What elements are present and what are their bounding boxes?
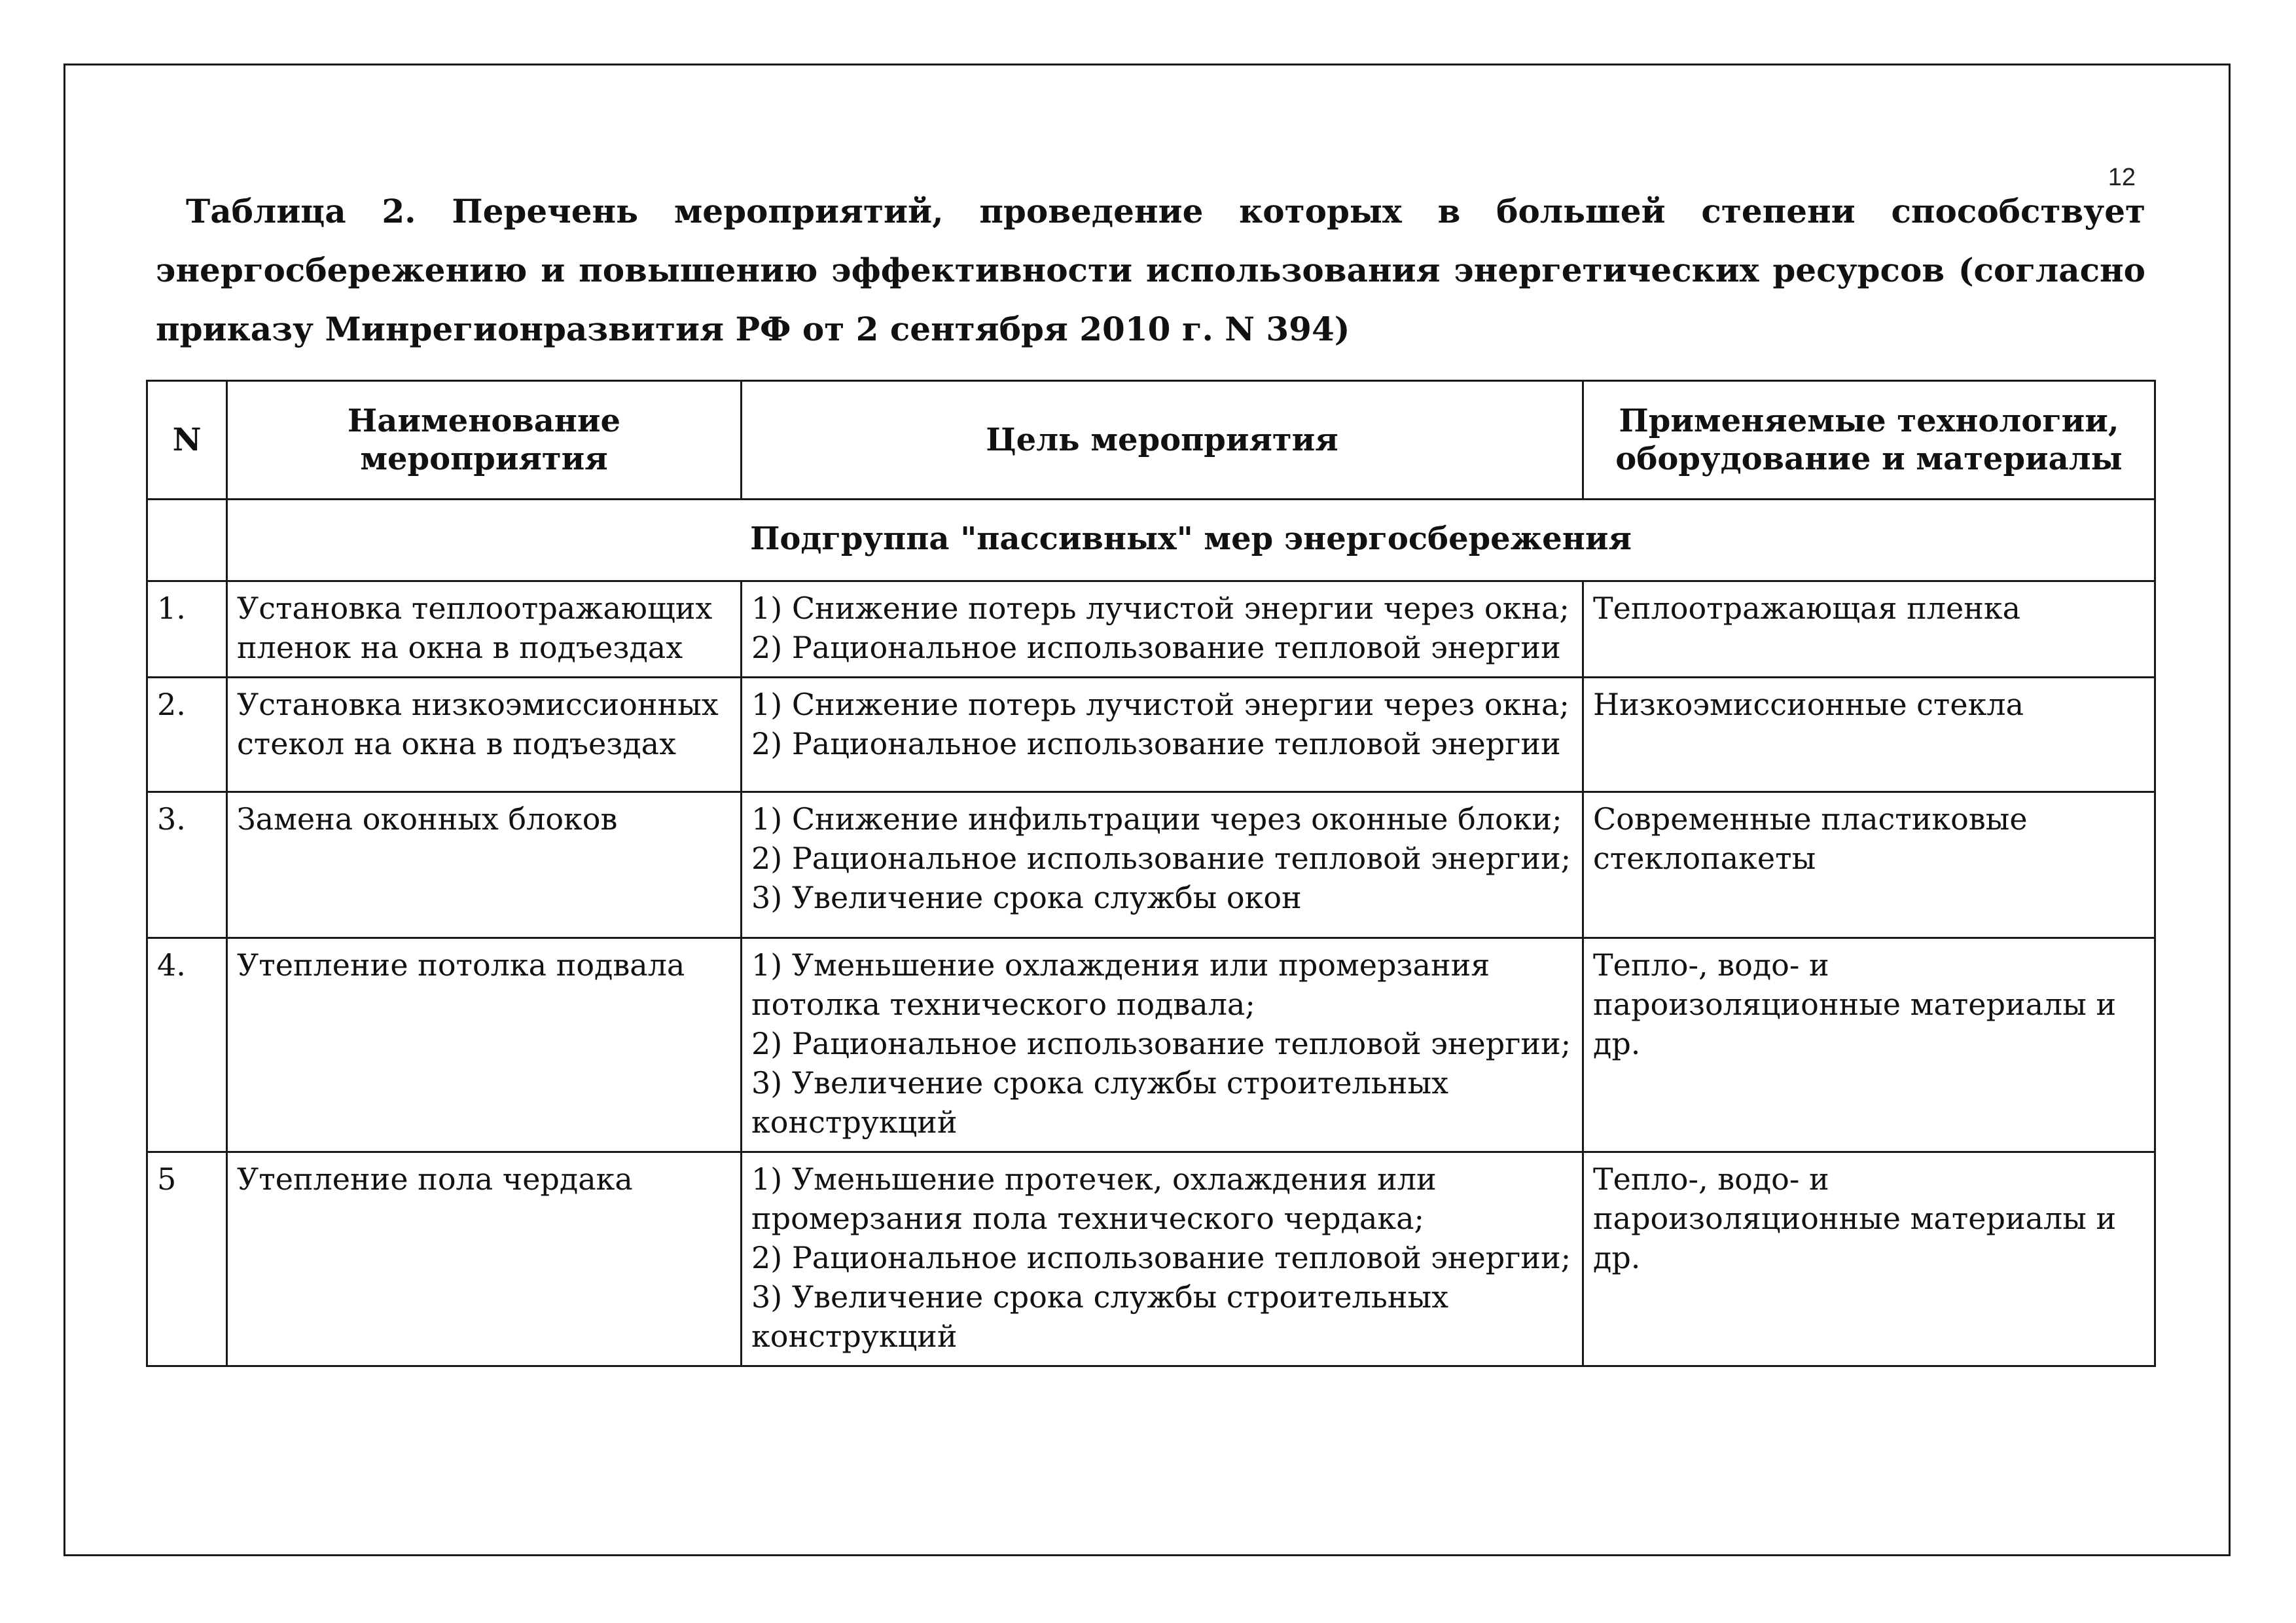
header-name: Наименование мероприятия: [227, 381, 742, 500]
row-number: 1.: [147, 581, 227, 678]
row-number: 2.: [147, 678, 227, 792]
goal-line: 2) Рациональное использование тепловой энергии: [751, 630, 1561, 665]
row-goal: [742, 678, 1583, 792]
header-tech: Применяемые технологии, оборудование и материалы: [1583, 381, 2155, 500]
table-row: [147, 1152, 2155, 1366]
goal-line: 2) Рациональное использование тепловой энергии;: [751, 1026, 1571, 1061]
table-row: [147, 581, 2155, 678]
table-caption: Таблица 2. Перечень мероприятий, проведение которых в большей степени способствует энергосбережению и повышению эффективности использования энергетических ресурсов (согласно приказу Минрегионразвития РФ от 2 сентября 2010 г. N 394): [156, 192, 2145, 348]
goal-line: 1) Уменьшение охлаждения или промерзания потолка технического подвала;: [751, 947, 1490, 1022]
row-technology: Теплоотражающая пленка: [1583, 581, 2155, 678]
row-goal: [742, 938, 1583, 1152]
row-measure-name: Установка низкоэмиссионных стекол на окна в подъездах: [227, 678, 742, 792]
goal-line: 2) Рациональное использование тепловой энергии: [751, 726, 1561, 761]
row-technology: Низкоэмиссионные стекла: [1583, 678, 2155, 792]
table-row: [147, 678, 2155, 792]
row-technology: Современные пластиковые стеклопакеты: [1583, 792, 2155, 938]
row-technology: Тепло-, водо- и пароизоляционные материалы и др.: [1583, 938, 2155, 1152]
row-measure-name: Установка теплоотражающих пленок на окна в подъездах: [227, 581, 742, 678]
goal-line: 2) Рациональное использование тепловой энергии;: [751, 841, 1571, 876]
measures-table: [146, 380, 2156, 1367]
subgroup-empty-cell: [147, 500, 227, 581]
row-goal: [742, 1152, 1583, 1366]
table-header-row: [147, 381, 2155, 500]
table-row: [147, 938, 2155, 1152]
header-goal: Цель мероприятия: [742, 381, 1583, 500]
goal-line: 2) Рациональное использование тепловой энергии;: [751, 1240, 1571, 1275]
row-goal: [742, 792, 1583, 938]
page-number: 12: [2108, 164, 2136, 191]
goal-line: 3) Увеличение срока службы строительных конструкций: [751, 1065, 1449, 1140]
row-measure-name: Замена оконных блоков: [227, 792, 742, 938]
goal-line: 1) Снижение потерь лучистой энергии через окна;: [751, 591, 1570, 626]
row-number: 3.: [147, 792, 227, 938]
table-row: [147, 792, 2155, 938]
goal-line: 1) Уменьшение протечек, охлаждения или промерзания пола технического чердака;: [751, 1161, 1437, 1236]
row-number: 4.: [147, 938, 227, 1152]
row-measure-name: Утепление пола чердака: [227, 1152, 742, 1366]
subgroup-title: Подгруппа "пассивных" мер энергосбережения: [227, 500, 2155, 581]
row-number: 5: [147, 1152, 227, 1366]
row-technology: Тепло-, водо- и пароизоляционные материалы и др.: [1583, 1152, 2155, 1366]
subgroup-row: [147, 500, 2155, 581]
row-measure-name: Утепление потолка подвала: [227, 938, 742, 1152]
goal-line: 1) Снижение потерь лучистой энергии через окна;: [751, 687, 1570, 722]
goal-line: 1) Снижение инфильтрации через оконные блоки;: [751, 801, 1562, 837]
row-goal: [742, 581, 1583, 678]
header-n: N: [147, 381, 227, 500]
measures-table-wrapper: [146, 380, 2154, 1367]
goal-line: 3) Увеличение срока службы окон: [751, 880, 1302, 915]
goal-line: 3) Увеличение срока службы строительных конструкций: [751, 1279, 1449, 1354]
